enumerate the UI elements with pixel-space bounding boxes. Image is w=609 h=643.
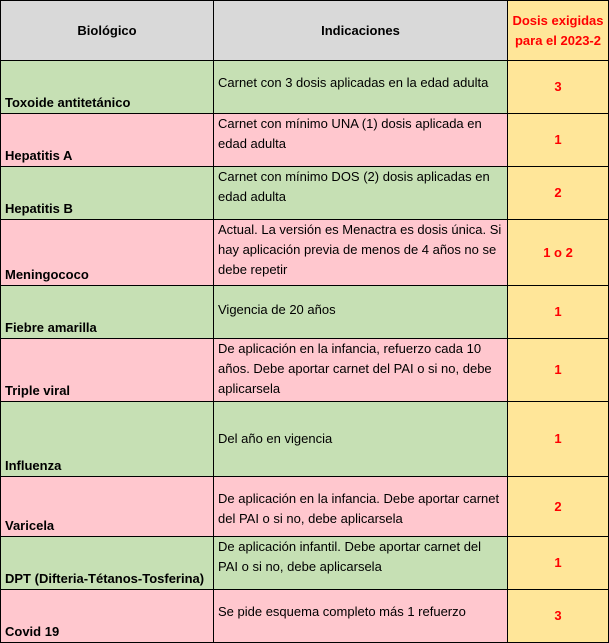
- table-row: [1, 477, 609, 537]
- row-indicaciones: Del año en vigencia: [214, 402, 508, 477]
- row-dosis: 1 o 2: [508, 220, 609, 286]
- row-biologico: Triple viral: [1, 339, 214, 402]
- row-indicaciones: Vigencia de 20 años: [214, 286, 508, 339]
- row-dosis: 1: [508, 537, 609, 590]
- row-biologico: Influenza: [1, 402, 214, 477]
- header-dosis: Dosis exigidas para el 2023-2: [508, 1, 609, 61]
- header-biologico: Biológico: [1, 1, 214, 61]
- row-dosis: 2: [508, 477, 609, 537]
- row-biologico: Covid 19: [1, 590, 214, 643]
- row-dosis: 1: [508, 339, 609, 402]
- row-indicaciones: De aplicación infantil. Debe aportar carnet del PAI o si no, debe aplicarsela: [214, 537, 508, 590]
- row-biologico: Fiebre amarilla: [1, 286, 214, 339]
- row-biologico: Varicela: [1, 477, 214, 537]
- table-row: [1, 167, 609, 220]
- row-biologico: Hepatitis B: [1, 167, 214, 220]
- table-row: [1, 537, 609, 590]
- row-indicaciones: De aplicación en la infancia. Debe aportar carnet del PAI o si no, debe aplicarsela: [214, 477, 508, 537]
- table-row: [1, 402, 609, 477]
- row-biologico: DPT (Difteria-Tétanos-Tosferina): [1, 537, 214, 590]
- table-row: [1, 590, 609, 643]
- row-dosis: 2: [508, 167, 609, 220]
- header-indicaciones: Indicaciones: [214, 1, 508, 61]
- row-indicaciones: Carnet con mínimo UNA (1) dosis aplicada en edad adulta: [214, 114, 508, 167]
- row-biologico: Meningococo: [1, 220, 214, 286]
- row-indicaciones: Actual. La versión es Menactra es dosis única. Si hay aplicación previa de menos de 4 años no se debe repetir: [214, 220, 508, 286]
- row-indicaciones: Carnet con 3 dosis aplicadas en la edad adulta: [214, 61, 508, 114]
- row-biologico: Hepatitis A: [1, 114, 214, 167]
- row-indicaciones: Se pide esquema completo más 1 refuerzo: [214, 590, 508, 643]
- row-biologico: Toxoide antitetánico: [1, 61, 214, 114]
- row-indicaciones: Carnet con mínimo DOS (2) dosis aplicadas en edad adulta: [214, 167, 508, 220]
- row-dosis: 1: [508, 402, 609, 477]
- table-row: [1, 220, 609, 286]
- row-dosis: 1: [508, 114, 609, 167]
- table-row: [1, 61, 609, 114]
- row-dosis: 3: [508, 61, 609, 114]
- table-row: [1, 114, 609, 167]
- table-row: [1, 339, 609, 402]
- row-indicaciones: De aplicación en la infancia, refuerzo cada 10 años. Debe aportar carnet del PAI o si no, debe aplicarsela: [214, 339, 508, 402]
- table-row: [1, 286, 609, 339]
- table-header-row: [1, 1, 609, 61]
- row-dosis: 3: [508, 590, 609, 643]
- row-dosis: 1: [508, 286, 609, 339]
